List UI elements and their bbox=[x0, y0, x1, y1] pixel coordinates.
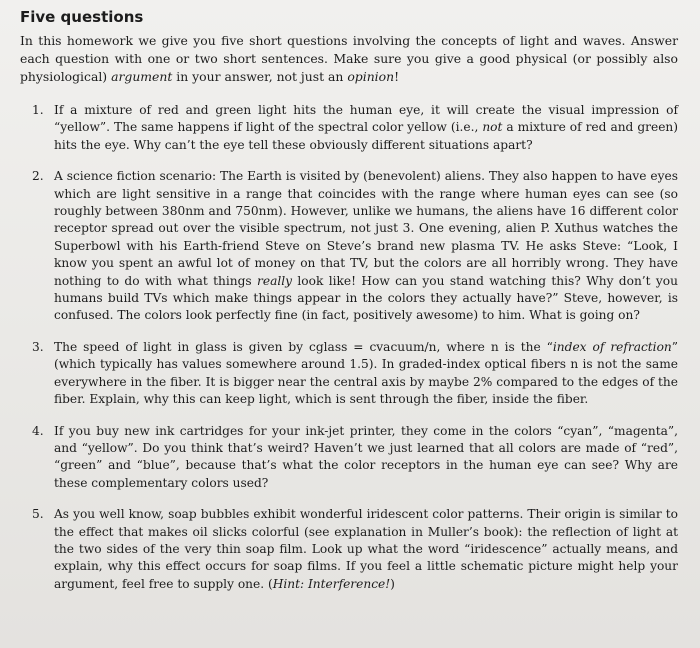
intro-emphasis-argument: argument bbox=[111, 69, 173, 84]
question-text: ” (which typically has values somewhere around 1.5). In graded-index optical fibers n is not the same everywhere in the fiber. It is bigger near the central axis by maybe 2% compared to the edges of the fiber. Explain, why this can keep light, which is sent through the fiber, inside the fiber. bbox=[54, 339, 678, 407]
speed-formula: cglass = cvacuum/n bbox=[309, 339, 437, 354]
intro-text-2: in your answer, not just an bbox=[172, 69, 348, 84]
question-emphasis: not bbox=[482, 120, 503, 135]
question-5 bbox=[20, 506, 678, 593]
intro-paragraph bbox=[20, 32, 678, 86]
question-2 bbox=[20, 168, 678, 325]
question-number: 1. bbox=[32, 103, 44, 117]
question-emphasis: Hint: Interference! bbox=[272, 576, 391, 591]
question-number: 4. bbox=[32, 423, 44, 438]
question-number: 3. bbox=[32, 339, 44, 354]
question-emphasis: really bbox=[257, 273, 293, 288]
question-text: a mixture of red and green) hits the eye. Why can’t the eye tell these obviously different situations apart? bbox=[54, 120, 679, 152]
intro-text-3: ! bbox=[394, 69, 400, 84]
intro-text-1: In this homework we give you five short questions involving the concepts of light and waves. Answer each question with one or two short sentences. Make sure you give a good physical (or possibly also physiological) bbox=[20, 33, 678, 84]
question-4 bbox=[20, 423, 678, 493]
question-number: 5. bbox=[32, 507, 44, 522]
question-text: If you buy new ink cartridges for your ink-jet printer, they come in the colors “cyan”, “magenta”, and “yellow”. Do you think that’s weird? Haven’t we just learned that all colors are made of “red”, “green” and “blue”, because that’s what the color receptors in the human eye can see? Why are these complementary colors used? bbox=[54, 423, 678, 490]
question-text: look like! How can you stand watching this? Why don’t you humans build TVs which make things appear in the colors they actually have?” Steve, however, is confused. The colors look perfectly fine (in fact, positively awesome) to him. What is going on? bbox=[54, 273, 678, 323]
question-text: , where n is the “ bbox=[436, 339, 553, 354]
question-text: A science fiction scenario: The Earth is visited by (benevolent) aliens. They also happen to have eyes which are light sensitive in a range that coincides with the range where human eyes can see (so roughly between 380nm and 750nm). However, unlike we humans, the aliens have 16 different color receptor spread out over the visible spectrum, not just 3. One evening, alien P. Xuthus watches the Superbowl with his Earth-friend Steve on Steve’s brand new plasma TV. He asks Steve: “Look, I know you spent an awful lot of money on that TV, but the colors are all horribly wrong. They have nothing to do with what things bbox=[54, 169, 678, 288]
question-text: If a mixture of red and green light hits the human eye, it will create the visual impression of “yellow”. The same happens if light of the spectral color yellow (i.e., bbox=[54, 103, 678, 135]
question-emphasis: index of refraction bbox=[552, 339, 672, 354]
question-text: The speed of light in glass is given by bbox=[54, 339, 310, 354]
question-text: ) bbox=[390, 576, 395, 591]
question-number: 2. bbox=[32, 169, 44, 184]
question-1 bbox=[20, 102, 678, 154]
question-list bbox=[20, 102, 678, 593]
question-text: As you well know, soap bubbles exhibit wonderful iridescent color patterns. Their origin is similar to the effect that makes oil slicks colorful (see explanation in Muller’s book): the reflection of light at the two sides of the very thin soap film. Look up what the word “iridescence” actually means, and explain, why this effect occurs for soap films. If you feel a little schematic picture might help your argument, feel free to supply one. ( bbox=[54, 507, 678, 591]
intro-emphasis-opinion: opinion bbox=[347, 69, 395, 84]
question-3 bbox=[20, 339, 678, 409]
page-title: Five questions bbox=[20, 8, 144, 26]
